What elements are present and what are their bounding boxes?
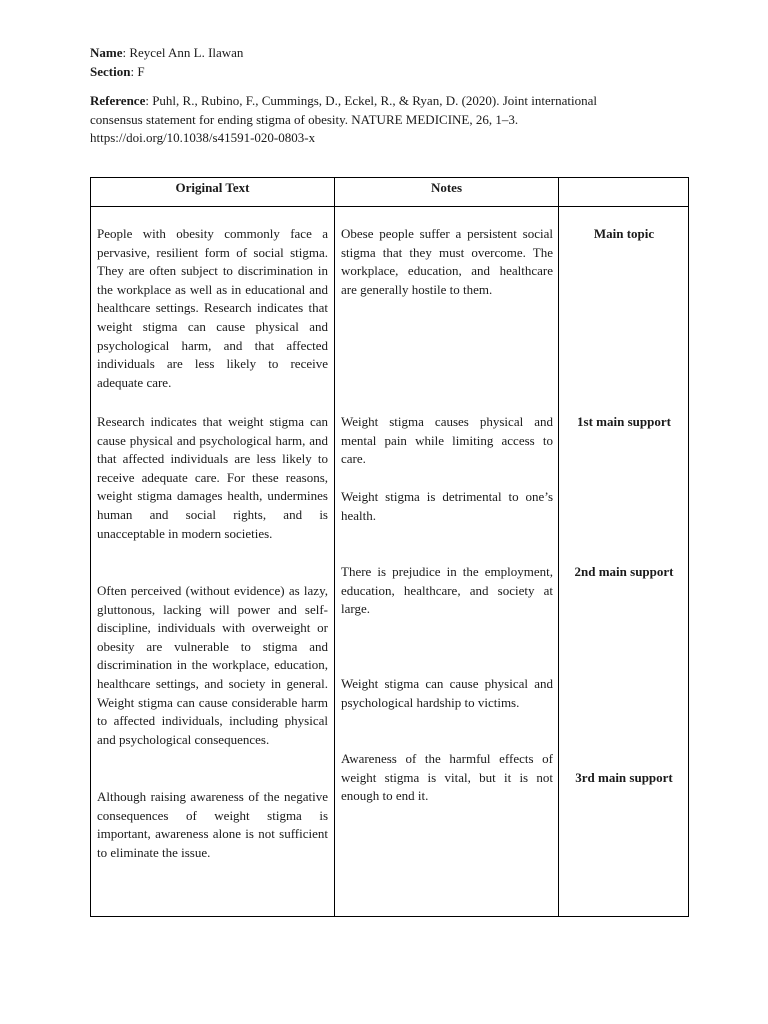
reference-line-1: : Puhl, R., Rubino, F., Cummings, D., Eckel, R., & Ryan, D. (2020). Joint international xyxy=(145,93,597,108)
column-header-original-text: Original Text xyxy=(175,180,250,195)
original-text-paragraph: Research indicates that weight stigma can cause physical and psychological harm, and that affected individuals are less likely to receive adequate care. For these reasons, weight stigma damages health, undermines human and social rights, and is unacceptable in modern societies. xyxy=(97,414,328,541)
original-text-paragraph: People with obesity commonly face a pervasive, resilient form of social stigma. They are often subject to discrimination in the workplace as well as in educational and healthcare settings. Research indicates that weight stigma can cause physical and psychological harm, and that affected individuals are less likely to receive adequate care. xyxy=(97,226,328,390)
notes-paragraph: Obese people suffer a persistent social stigma that they must overcome. The workplace, education, and healthcare are generally hostile to them. xyxy=(341,226,553,297)
notes-paragraph: Weight stigma causes physical and mental pain while limiting access to care. xyxy=(341,414,553,467)
notes-paragraph: Awareness of the harmful effects of weight stigma is vital, but it is not enough to end it. xyxy=(341,751,553,804)
notes-paragraph: Weight stigma can cause physical and psychological hardship to victims. xyxy=(341,676,553,710)
notes-table xyxy=(90,177,689,917)
section-line xyxy=(90,63,145,82)
column-divider xyxy=(558,178,559,916)
label-2nd-main-support: 2nd main support xyxy=(574,564,674,579)
notes-paragraph: Weight stigma is detrimental to one’s health. xyxy=(341,489,553,523)
column-header-notes: Notes xyxy=(430,180,463,195)
label-3rd-main-support: 3rd main support xyxy=(575,770,673,785)
reference-line-2: consensus statement for ending stigma of obesity. NATURE MEDICINE, 26, 1–3. xyxy=(90,111,519,127)
name-line xyxy=(90,44,243,63)
section-label: Section xyxy=(90,64,131,79)
reference-line-3: https://doi.org/10.1038/s41591-020-0803-x xyxy=(90,130,316,146)
section-value: : F xyxy=(130,64,145,79)
reference-label: Reference xyxy=(90,93,146,108)
original-text-paragraph: Often perceived (without evidence) as lazy, gluttonous, lacking will power and self-discipline, individuals with overweight or obesity are vulnerable to stigma and discrimination in the workplace, education, healthcare settings, and society in general. Weight stigma can cause considerable harm to affected individuals, including physical and psychological consequences. xyxy=(97,583,328,747)
notes-paragraph: There is prejudice in the employment, education, healthcare, and society at large. xyxy=(341,564,553,617)
column-divider xyxy=(334,178,335,916)
header-row-divider xyxy=(91,206,688,207)
reference-block xyxy=(90,92,650,148)
name-value: : Reycel Ann L. Ilawan xyxy=(122,45,244,60)
name-label: Name xyxy=(90,45,123,60)
label-1st-main-support: 1st main support xyxy=(577,414,671,429)
label-main-topic: Main topic xyxy=(593,226,655,241)
original-text-paragraph: Although raising awareness of the negative consequences of weight stigma is important, awareness alone is not sufficient to eliminate the issue. xyxy=(97,789,328,860)
